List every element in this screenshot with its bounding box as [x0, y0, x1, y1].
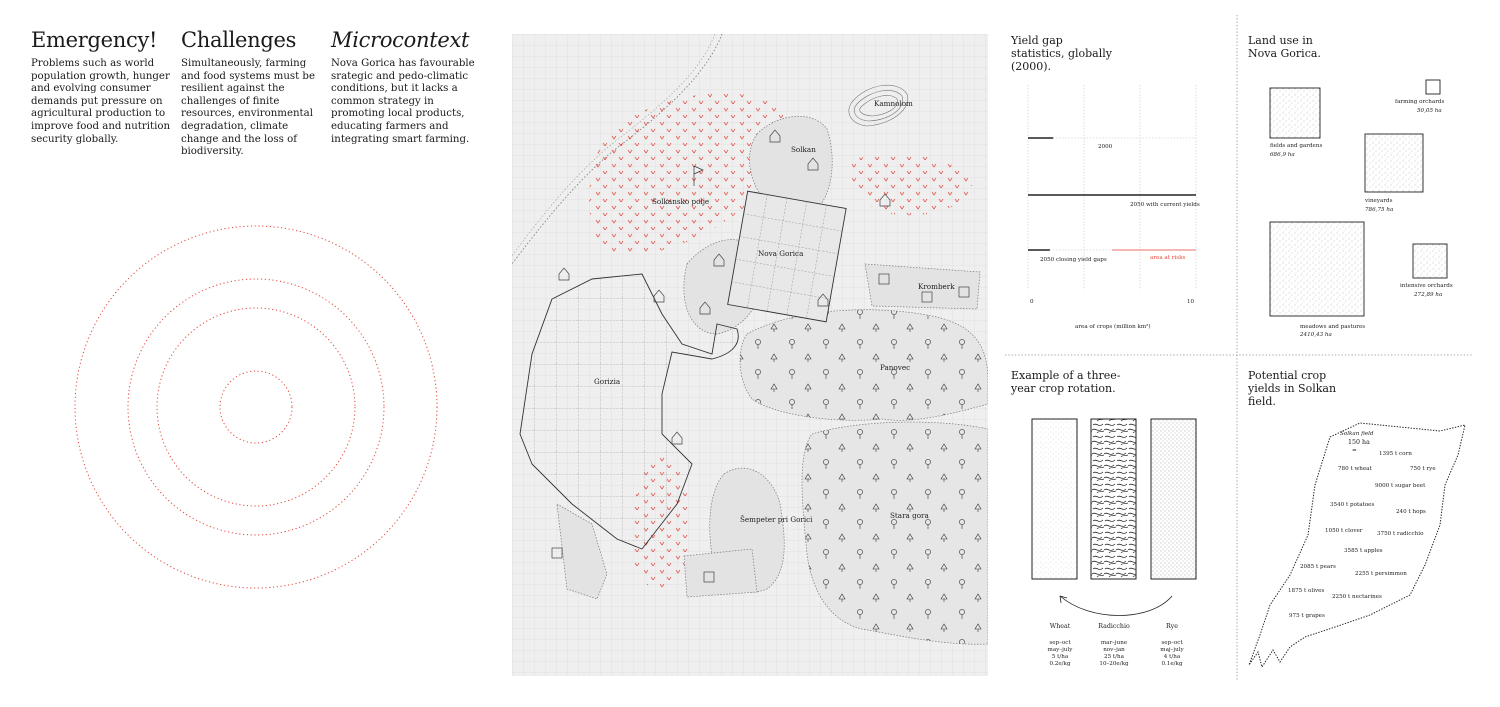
challenges-text: Simultaneously, farming and food systems must be resilient against the challenges of finite resources, environmental degradation, climate change and the loss of biodiversity.: [181, 58, 315, 158]
bar-label-2050-current: 2050 with current yields: [1130, 202, 1200, 208]
land-meadows-pastures: [1270, 222, 1364, 316]
bar-label-2000: 2000: [1098, 144, 1113, 150]
crop-yields-diagram: [1240, 415, 1475, 670]
area-at-risk-label: area at risks: [1150, 255, 1186, 261]
crop-wheat-line-4: 0.2e/kg: [1049, 661, 1071, 667]
microcontext-section: [331, 28, 477, 146]
crop-radicchio-line-4: 10–20e/kg: [1099, 661, 1129, 667]
land-value-meadows: 2410,43 ha: [1300, 332, 1332, 338]
rotation-bar-radicchio: [1091, 419, 1136, 579]
yield-apples: 3585 t apples: [1344, 548, 1383, 554]
map-label-stara-gora: Stara gora: [890, 511, 929, 520]
microcontext-title: Microcontext: [331, 28, 470, 52]
crop-radicchio-line-2: nov–jan: [1103, 647, 1125, 653]
yield-nectarines: 2250 t nectarines: [1332, 594, 1382, 600]
land-label-fields: fields and gardens: [1270, 143, 1323, 149]
map-label-nova-gorica: Nova Gorica: [758, 249, 804, 258]
emergency-section: [31, 28, 177, 146]
microcontext-text: Nova Gorica has favourable srategic and pedo-climatic conditions, but it lacks a common strategy in promoting local products, educating farmers and integrating smart farming.: [331, 58, 475, 145]
yield-chart-title: Yield gap statistics, globally (2000).: [1011, 34, 1112, 73]
crop-name-radicchio: Radicchio: [1098, 623, 1130, 630]
land-use-chart: [1240, 70, 1480, 350]
x-tick-0: 0: [1030, 299, 1034, 305]
emergency-text: Problems such as world population growth, hunger and evolving consumer demands put pressure on agricultural production to improve food and nutrition security globally.: [31, 58, 171, 145]
crop-rye-line-4: 0.1e/kg: [1161, 661, 1183, 667]
yield-sugar-beet: 9000 t sugar beet: [1375, 483, 1426, 489]
crop-radicchio-line-3: 25 t/ha: [1104, 654, 1124, 660]
yield-clover: 1050 t clover: [1325, 528, 1363, 534]
yield-olives: 1875 t olives: [1288, 588, 1325, 594]
solkan-field-name: Solkan field: [1340, 431, 1374, 437]
rotation-bar-rye: [1151, 419, 1196, 579]
crop-wheat-line-3: 5 t/ha: [1051, 654, 1069, 660]
map-label-solkansko-polje: Solkansko polje: [652, 197, 710, 206]
x-tick-10: 10: [1187, 299, 1195, 305]
circle-ring-2: [128, 279, 384, 535]
rotation-diagram: [1020, 410, 1220, 675]
emergency-title: Emergency!: [31, 28, 158, 52]
circle-ring-1: [75, 226, 437, 588]
land-intensive-orchards: [1413, 244, 1447, 278]
land-label-intensive: intensive orchards: [1400, 283, 1453, 289]
yield-corn: 1395 t corn: [1379, 451, 1412, 457]
yield-rye: 750 t rye: [1410, 466, 1436, 472]
challenges-title: Challenges: [181, 28, 297, 52]
land-farming-orchards: [1426, 80, 1440, 94]
land-label-meadows: meadows and pastures: [1300, 324, 1366, 330]
crop-wheat-line-1: sep–oct: [1049, 640, 1071, 646]
land-use-title: Land use in Nova Gorica.: [1248, 34, 1321, 60]
yield-wheat: 780 t wheat: [1338, 466, 1372, 472]
crop-name-wheat: Wheat: [1049, 623, 1071, 630]
map-label-solkan: Solkan: [791, 145, 816, 154]
crop-yields-title: Potential crop yields in Solkan field.: [1248, 369, 1337, 408]
map-label-kamnolom: Kamnolom: [874, 99, 913, 108]
map-label-gorizia: Gorizia: [594, 377, 621, 386]
crop-radicchio-line-1: mar–june: [1100, 640, 1128, 646]
rotation-arrow: [1060, 596, 1172, 616]
crop-rye-line-3: 4 t/ha: [1163, 654, 1181, 660]
circle-ring-4: [220, 371, 292, 443]
x-axis-label: area of crops (million km²): [1075, 324, 1151, 330]
yield-persimmon: 2255 t persimmon: [1355, 571, 1407, 577]
solkan-field-area: 150 ha: [1348, 439, 1370, 446]
map-label-kromberk: Kromberk: [918, 282, 955, 291]
bar-label-2050-closing: 2050 closing yield gaps: [1040, 257, 1107, 263]
crop-rye-line-2: maj–july: [1160, 647, 1184, 653]
rotation-bar-wheat: [1032, 419, 1077, 579]
yield-chart: [1020, 80, 1220, 335]
land-vineyards: [1365, 134, 1423, 192]
yield-grapes: 975 t grapes: [1289, 613, 1325, 619]
yield-pears: 2085 t pears: [1300, 564, 1336, 570]
land-label-farming-orchards: farming orchards: [1395, 99, 1445, 105]
map-label-sempeter: Šempeter pri Gorici: [740, 515, 813, 524]
circle-ring-3: [157, 308, 355, 506]
rotation-title: Example of a three-year crop rotation.: [1011, 369, 1121, 395]
crop-rye-line-1: sep–oct: [1161, 640, 1183, 646]
challenges-section: [181, 28, 327, 159]
map-label-panovec: Panovec: [880, 363, 911, 372]
land-value-fields: 686,9 ha: [1270, 152, 1295, 158]
solkan-field-outline: [1249, 423, 1465, 667]
crop-name-rye: Rye: [1166, 623, 1178, 630]
site-map: [512, 34, 988, 676]
land-value-intensive: 272,89 ha: [1414, 292, 1443, 298]
solkan-field-eq: =: [1352, 448, 1357, 454]
concentric-circles: [60, 210, 455, 605]
yield-hops: 240 t hops: [1396, 509, 1426, 515]
crop-wheat-line-2: may–july: [1047, 647, 1073, 653]
land-value-farming-orchards: 50,05 ha: [1417, 108, 1442, 114]
yield-radicchio: 3750 t radicchio: [1377, 531, 1424, 537]
yield-potatoes: 3540 t potatoes: [1330, 502, 1375, 508]
land-label-vineyards: vineyards: [1365, 198, 1393, 204]
land-value-vineyards: 786,75 ha: [1365, 207, 1394, 213]
land-fields-gardens: [1270, 88, 1320, 138]
